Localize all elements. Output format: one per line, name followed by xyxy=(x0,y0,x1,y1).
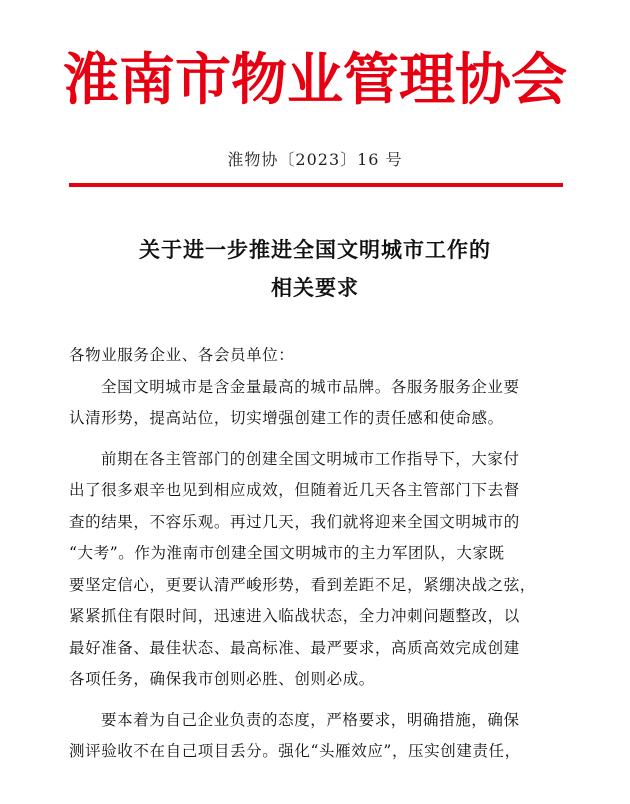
document-number: 淮物协〔2023〕16 号 xyxy=(227,150,403,169)
paragraph-line: 紧紧抓住有限时间，迅速进入临战状态，全力冲刺问题整改，以 xyxy=(69,607,520,625)
paragraph-line: 查的结果，不容乐观。再过几天，我们就将迎来全国文明城市的 xyxy=(69,512,520,531)
paragraph-line: 全国文明城市是含金量最高的城市品牌。各服务服务企业要 xyxy=(101,377,520,396)
document-title-line-2: 相关要求 xyxy=(271,276,359,300)
paragraph-line: 要坚定信心，更要认清严峻形势，看到差距不足，紧绷决战之弦， xyxy=(69,575,536,594)
paragraph-line: 最好准备、最佳状态、最高标准、最严要求，高质高效完成创建 xyxy=(69,638,520,657)
paragraph-line: 要本着为自己企业负责的态度，严格要求，明确措施，确保 xyxy=(101,710,520,729)
paragraph-3 xyxy=(69,705,563,768)
paragraph-2 xyxy=(69,444,563,696)
paragraph-line: 前期在各主管部门的创建全国文明城市工作指导下，大家付 xyxy=(101,449,520,468)
document-body xyxy=(69,340,563,768)
paragraph-line: 认清形势，提高站位，切实增强创建工作的责任感和使命感。 xyxy=(69,409,504,427)
paragraph-line: 各项任务，确保我市创则必胜、创则必成。 xyxy=(69,670,375,688)
paragraph-line: “大考”。作为淮南市创建全国文明城市的主力军团队，大家既 xyxy=(69,544,505,562)
red-separator-rule xyxy=(69,183,563,187)
paragraph-line: 出了很多艰辛也见到相应成效，但随着近几天各主管部门下去督 xyxy=(69,481,520,499)
paragraph-line: 测评验收不在自己项目丢分。强化“头雁效应”，压实创建责任， xyxy=(69,742,521,760)
issuer-masthead: 淮南市物业管理协会 xyxy=(63,47,567,113)
salutation: 各物业服务企业、各会员单位： xyxy=(69,346,295,364)
document-title-line-1: 关于进一步推进全国文明城市工作的 xyxy=(139,238,491,262)
paragraph-1 xyxy=(69,372,563,435)
